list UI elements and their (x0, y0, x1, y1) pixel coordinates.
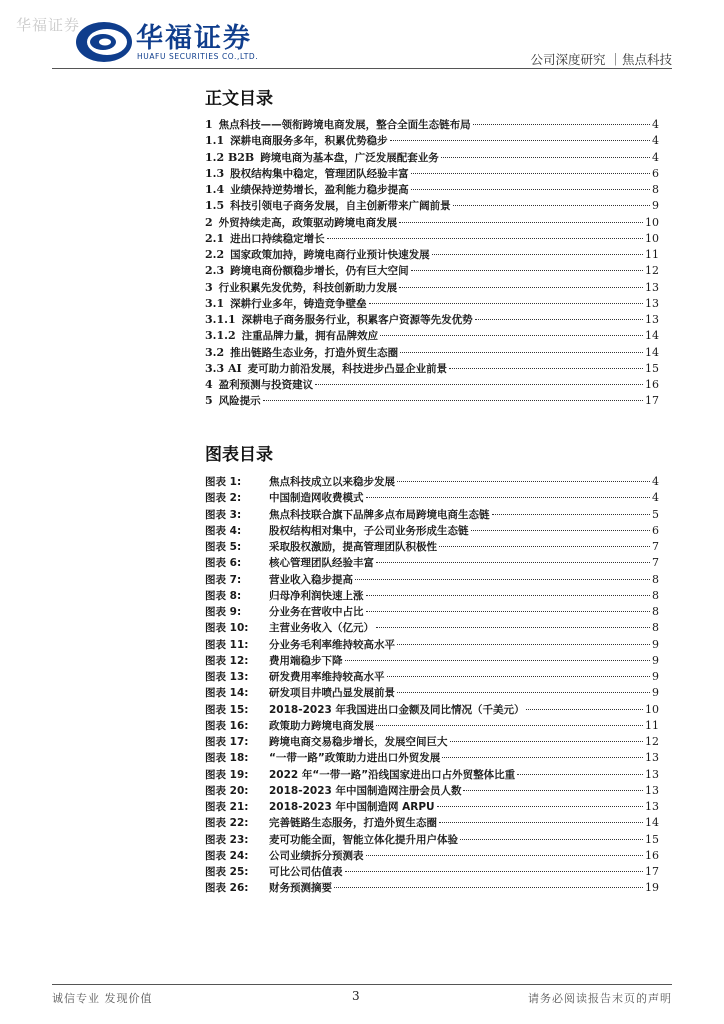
dot-leader (442, 756, 643, 758)
watermark: 华福证券 (16, 16, 81, 34)
figure-entry-title: 焦点科技联合旗下品牌多点布局跨境电商生态链 (269, 508, 490, 521)
dot-leader (390, 139, 650, 141)
footer-disclaimer: 请务必阅读报告末页的声明 (528, 992, 672, 1005)
toc-entry[interactable] (205, 345, 659, 361)
figure-entry-page: 6 (652, 523, 659, 537)
figure-entry-label: 图表 5: (205, 541, 242, 553)
figure-entry[interactable] (205, 864, 659, 880)
header-divider (52, 68, 672, 69)
dot-leader (369, 302, 643, 304)
figure-entry-label: 图表 21: (205, 801, 249, 813)
figure-entry[interactable] (205, 815, 659, 831)
toc-entry-title: 外贸持续走高，政策驱动跨境电商发展 (218, 216, 398, 229)
footer-divider (52, 984, 672, 985)
figure-entry-title: 归母净利润快速上涨 (269, 589, 364, 602)
toc-entry-page: 13 (645, 280, 659, 294)
toc-entry-page: 8 (652, 183, 659, 196)
figure-entry[interactable] (205, 848, 659, 864)
figure-entry-label: 图表 17: (205, 736, 249, 748)
figure-entry-title: 研发费用率维持较高水平 (269, 671, 385, 683)
figure-entry-title: 2018-2023 年中国制造网 ARPU (269, 801, 435, 813)
figure-entry-page: 15 (645, 832, 659, 846)
figure-entry-title: 营业收入稳步提高 (269, 573, 353, 586)
toc-entry-page: 9 (652, 199, 659, 213)
figure-entry-title: 股权结构相对集中，子公司业务形成生态链 (269, 524, 469, 537)
figure-entry[interactable] (205, 523, 659, 539)
toc-entry[interactable] (205, 247, 659, 263)
dot-leader (449, 367, 643, 369)
figure-entry-title: 研发项目井喷凸显发展前景 (269, 687, 395, 700)
figure-entry-page: 8 (652, 605, 659, 618)
figure-entry-page: 4 (652, 491, 659, 505)
figure-entry[interactable] (205, 669, 659, 685)
dot-leader (460, 838, 643, 840)
dot-leader (263, 399, 643, 401)
toc-entry[interactable] (205, 393, 659, 409)
figure-entry-label: 图表 13: (205, 671, 249, 683)
figure-entry-page: 8 (652, 621, 659, 635)
figure-entry-page: 12 (645, 735, 659, 748)
dot-leader (366, 496, 651, 498)
figure-entry-page: 19 (645, 881, 659, 895)
figure-entry[interactable] (205, 750, 659, 766)
figure-entry-page: 10 (645, 702, 659, 716)
toc-entry[interactable] (205, 377, 659, 393)
toc-entry[interactable] (205, 182, 659, 198)
figure-entry-label: 图表 23: (205, 833, 249, 846)
toc-entry-number: 3.1.1 (205, 313, 236, 326)
toc-entry-title: 进出口持续稳定增长 (230, 232, 325, 245)
toc-entry-title: 盈利预测与投资建议 (218, 379, 314, 391)
toc-entry[interactable] (205, 133, 659, 149)
dot-leader (399, 286, 643, 288)
toc-entry-number: 2.1 (205, 231, 225, 245)
toc-entry-title: 深耕电子商务服务行业，积累客户资源等先发优势 (241, 314, 473, 326)
figure-entry[interactable] (205, 637, 659, 653)
toc-entry-number: 3 (205, 280, 213, 294)
toc-entry[interactable] (205, 166, 659, 182)
toc-entry-title: 焦点科技——领衔跨境电商发展，整合全面生态链布局 (218, 119, 471, 131)
figure-entry[interactable] (205, 588, 659, 604)
figure-entry-title: 采取股权激励，提高管理团队积极性 (269, 541, 437, 553)
figure-entry-page: 17 (645, 865, 659, 878)
figure-entry-label: 图表 3: (205, 508, 242, 521)
figure-entry-page: 13 (645, 767, 659, 781)
toc-entry-page: 11 (645, 248, 659, 261)
dot-leader (463, 789, 643, 791)
dot-leader (437, 805, 643, 807)
dot-leader (366, 594, 651, 596)
dot-leader (411, 188, 650, 190)
logo-english-name: HUAFU SECURITIES CO.,LTD. (137, 52, 259, 61)
toc-entry-title: 深耕电商服务多年，积累优势稳步 (230, 135, 388, 148)
figure-entry[interactable] (205, 653, 659, 669)
figure-entry-title: 2018-2023 年中国制造网注册会员人数 (269, 784, 462, 797)
figure-entry[interactable] (205, 832, 659, 848)
dot-leader (397, 480, 650, 482)
toc-entry[interactable] (205, 215, 659, 231)
toc-entry-page: 15 (645, 361, 659, 375)
figure-entry-page: 5 (652, 507, 659, 521)
toc-entry-page: 14 (645, 345, 659, 359)
toc-entry-number: 1.5 (205, 199, 225, 213)
figure-entry-label: 图表 22: (205, 817, 249, 830)
toc-entry-title: 深耕行业多年，铸造竞争壁垒 (230, 297, 367, 310)
dot-leader (315, 383, 643, 385)
figure-entry-title: 中国制造网收费模式 (269, 492, 364, 505)
figure-entry-title: 公司业绩拆分预测表 (269, 849, 364, 862)
dot-leader (473, 123, 650, 125)
figure-entry-title: 主营业务收入（亿元） (269, 622, 374, 635)
figure-entry[interactable] (205, 572, 659, 588)
toc-entry-number: 1.4 (205, 183, 225, 196)
dot-leader (327, 237, 643, 239)
toc-entry-title: 注重品牌力量，拥有品牌效应 (241, 330, 379, 343)
figure-entry-title: 分业务在营收中占比 (269, 606, 364, 618)
figure-entry-label: 图表 4: (205, 524, 242, 537)
toc-entry-page: 16 (645, 378, 659, 391)
dot-leader (453, 204, 650, 206)
figure-entry-page: 16 (645, 848, 659, 862)
toc-entry-title: 股权结构集中稳定，管理团队经验丰富 (230, 167, 409, 180)
toc-entry-page: 10 (645, 231, 659, 245)
figure-entry-title: 2018-2023 年我国进出口金额及同比情况（千美元） (269, 703, 525, 716)
toc-entry[interactable] (205, 150, 659, 166)
huafu-logo-icon (74, 20, 134, 64)
toc-entry-page: 4 (652, 118, 659, 131)
figure-entry-label: 图表 12: (205, 654, 249, 667)
dot-leader (439, 821, 643, 823)
figure-entry[interactable] (205, 507, 659, 523)
figure-entry-page: 9 (652, 670, 659, 683)
figure-entry-label: 图表 24: (205, 849, 249, 862)
toc-entry-title: 风险提示 (218, 395, 261, 408)
figure-entry[interactable] (205, 620, 659, 636)
toc-entry-page: 4 (652, 150, 659, 164)
toc-entry-title: 行业积累先发优势，科技创新助力发展 (218, 281, 398, 294)
toc-entry[interactable] (205, 198, 659, 214)
toc-entry[interactable] (205, 328, 659, 344)
figure-entry-label: 图表 15: (205, 703, 249, 716)
figure-entry-page: 7 (652, 556, 659, 570)
toc-entry[interactable] (205, 312, 659, 328)
figure-entry-label: 图表 2: (205, 492, 242, 505)
dot-leader (376, 561, 650, 563)
figure-entry[interactable] (205, 474, 659, 490)
figure-entry[interactable] (205, 555, 659, 571)
figure-entry[interactable] (205, 783, 659, 799)
toc-entry-number: 5 (205, 394, 213, 408)
figure-entry-label: 图表 1: (205, 476, 242, 488)
dot-leader (345, 870, 644, 872)
figures-list (205, 474, 659, 897)
dot-leader (432, 253, 643, 255)
figure-entry-page: 9 (652, 653, 659, 667)
figure-entry-label: 图表 10: (205, 622, 249, 635)
toc-entry-page: 13 (645, 313, 659, 326)
figure-entry[interactable] (205, 539, 659, 555)
toc-entry-title: 跨境电商为基本盘，广泛发展配套业务 (260, 151, 439, 164)
figure-entry-title: 可比公司估值表 (269, 866, 343, 878)
dot-leader (355, 578, 650, 580)
figure-entry-page: 13 (645, 751, 659, 765)
figure-entry-title: 跨境电商交易稳步增长，发展空间巨大 (269, 736, 448, 748)
dot-leader (345, 659, 651, 661)
figures-title: 图表目录 (205, 445, 273, 465)
toc-entry-page: 12 (645, 264, 659, 278)
toc-entry[interactable] (205, 361, 659, 377)
figure-entry-label: 图表 14: (205, 687, 249, 700)
dot-leader (380, 334, 643, 336)
toc-entry-title: 业绩保持逆势增长，盈利能力稳步提高 (230, 184, 409, 196)
dot-leader (366, 854, 644, 856)
toc-entry-page: 6 (652, 166, 659, 180)
dot-leader (397, 691, 650, 693)
figure-entry-page: 14 (645, 816, 659, 830)
figure-entry[interactable] (205, 799, 659, 815)
toc-entry[interactable] (205, 263, 659, 279)
toc-entry-number: 3.1.2 (205, 329, 236, 343)
toc-entry[interactable] (205, 117, 659, 133)
figure-entry-page: 8 (652, 588, 659, 602)
figure-entry-label: 图表 25: (205, 866, 249, 878)
dot-leader (397, 643, 650, 645)
figure-entry-title: 财务预测摘要 (269, 882, 332, 895)
dot-leader (411, 269, 643, 271)
figure-entry-title: “一带一路”政策助力进出口外贸发展 (269, 752, 441, 765)
contents-title: 正文目录 (205, 89, 273, 109)
figure-entry-page: 7 (652, 540, 659, 553)
toc-entry-number: 1.1 (205, 134, 225, 148)
toc-entry-number: 1.2 B2B (205, 150, 255, 164)
toc-entry[interactable] (205, 280, 659, 296)
figure-entry[interactable] (205, 767, 659, 783)
figure-entry-page: 13 (645, 783, 659, 797)
toc-entry-page: 13 (645, 296, 659, 310)
figure-entry-page: 13 (645, 800, 659, 813)
figure-entry[interactable] (205, 734, 659, 750)
figure-entry-title: 核心管理团队经验丰富 (269, 557, 374, 570)
figure-entry[interactable] (205, 880, 659, 896)
dot-leader (441, 156, 650, 158)
toc-entry-number: 1.3 (205, 166, 225, 180)
figure-entry-title: 焦点科技成立以来稳步发展 (269, 476, 395, 488)
dot-leader (526, 708, 643, 710)
figure-entry-label: 图表 6: (205, 557, 242, 570)
dot-leader (475, 318, 643, 320)
toc-entry-number: 4 (205, 378, 213, 391)
figure-entry[interactable] (205, 490, 659, 506)
figure-entry-title: 政策助力跨境电商发展 (269, 719, 374, 732)
dot-leader (411, 172, 650, 174)
figure-entry-page: 11 (645, 718, 659, 732)
contents-list (205, 117, 659, 410)
toc-entry-page: 14 (645, 329, 659, 343)
toc-entry-title: 科技引领电子商务发展，自主创新带来广阔前景 (230, 200, 451, 213)
dot-leader (400, 351, 643, 353)
figure-entry-label: 图表 11: (205, 638, 249, 651)
figure-entry-title: 麦可功能全面，智能立体化提升用户体验 (269, 833, 458, 846)
dot-leader (399, 221, 643, 223)
figure-entry[interactable] (205, 685, 659, 701)
dot-leader (387, 675, 651, 677)
toc-entry-page: 4 (652, 134, 659, 148)
dot-leader (376, 724, 643, 726)
page-header (0, 0, 724, 80)
figure-entry-label: 图表 26: (205, 882, 249, 895)
toc-entry-title: 国家政策加持，跨境电商行业预计快速发展 (230, 249, 430, 261)
page-number: 3 (352, 989, 360, 1003)
dot-leader (450, 740, 644, 742)
dot-leader (492, 513, 651, 515)
toc-entry-title: 推出链路生态业务，打造外贸生态圈 (230, 346, 399, 359)
toc-entry[interactable] (205, 296, 659, 312)
dot-leader (439, 545, 650, 547)
toc-entry-title: 跨境电商份额稳步增长，仍有巨大空间 (230, 265, 409, 278)
logo-chinese-name: 华福证券 (136, 23, 252, 54)
figure-entry-label: 图表 8: (205, 589, 242, 602)
figure-entry-label: 图表 18: (205, 752, 249, 765)
report-type-tag: 公司深度研究 ｜焦点科技 (530, 52, 672, 67)
figure-entry-label: 图表 9: (205, 606, 242, 618)
figure-entry-label: 图表 20: (205, 784, 249, 797)
toc-entry-page: 17 (645, 394, 659, 408)
toc-entry-number: 3.2 (205, 345, 225, 359)
figure-entry-page: 9 (652, 637, 659, 651)
dot-leader (376, 626, 650, 628)
figure-entry-label: 图表 16: (205, 719, 249, 732)
figure-entry[interactable] (205, 702, 659, 718)
figure-entry-page: 8 (652, 572, 659, 586)
dot-leader (366, 610, 651, 612)
dot-leader (517, 773, 643, 775)
toc-entry-number: 1 (205, 118, 213, 131)
figure-entry-label: 图表 19: (205, 768, 249, 781)
toc-entry-number: 2 (205, 215, 213, 229)
toc-entry-number: 2.2 (205, 248, 225, 261)
figure-entry-page: 9 (652, 686, 659, 700)
toc-entry-number: 3.3 AI (205, 361, 242, 375)
dot-leader (334, 886, 643, 888)
figure-entry-title: 完善链路生态服务，打造外贸生态圈 (269, 817, 437, 830)
toc-entry-number: 3.1 (205, 296, 225, 310)
figure-entry[interactable] (205, 718, 659, 734)
toc-entry-title: 麦可助力前沿发展，科技进步凸显企业前景 (247, 362, 448, 375)
toc-entry-number: 2.3 (205, 264, 225, 278)
figure-entry-title: 费用端稳步下降 (269, 654, 343, 667)
figure-entry-title: 2022 年“一带一路”沿线国家进出口占外贸整体比重 (269, 768, 516, 781)
figure-entry-label: 图表 7: (205, 573, 242, 586)
dot-leader (471, 529, 651, 531)
toc-entry[interactable] (205, 231, 659, 247)
figure-entry[interactable] (205, 604, 659, 620)
toc-entry-page: 10 (645, 215, 659, 229)
footer-slogan: 诚信专业 发现价值 (52, 992, 153, 1005)
figure-entry-title: 分业务毛利率维持较高水平 (269, 638, 395, 651)
figure-entry-page: 4 (652, 475, 659, 488)
